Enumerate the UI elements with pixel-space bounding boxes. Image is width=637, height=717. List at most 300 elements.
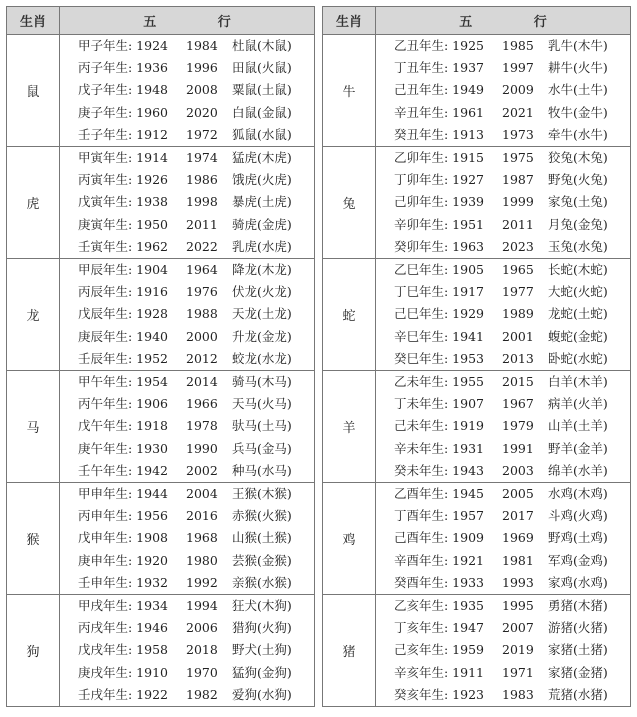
- second-year: 1995: [502, 598, 534, 614]
- element-line: [394, 57, 626, 79]
- zodiac-block-row: [323, 371, 631, 483]
- element-name: 卧蛇(水蛇): [548, 350, 608, 366]
- element-line: [78, 371, 310, 393]
- element-name: 田鼠(火鼠): [232, 60, 292, 76]
- element-lines: [376, 595, 630, 706]
- second-year: 1968: [186, 530, 218, 546]
- ganzhi-year: 庚午年生: 1930: [78, 440, 168, 456]
- element-name: 种马(水马): [232, 462, 292, 478]
- element-line: [394, 415, 626, 437]
- ganzhi-year: 壬申年生: 1932: [78, 574, 168, 590]
- zodiac-block-row: [7, 371, 315, 483]
- element-name: 野羊(金羊): [548, 440, 608, 456]
- element-line: [78, 572, 310, 594]
- element-list-cell: [60, 595, 315, 707]
- element-line: [394, 236, 626, 258]
- ganzhi-year: 乙亥年生: 1935: [394, 598, 484, 614]
- element-name: 赤猴(火猴): [232, 508, 292, 524]
- element-lines: [376, 259, 630, 370]
- element-list-cell: [376, 35, 631, 147]
- element-name: 伏龙(火龙): [232, 284, 292, 300]
- second-year: 2012: [186, 350, 218, 366]
- element-name: 暴虎(土虎): [232, 194, 292, 210]
- ganzhi-year: 丙午年生: 1906: [78, 396, 168, 412]
- element-list-cell: [60, 259, 315, 371]
- zodiac-block-row: [7, 483, 315, 595]
- element-lines: [376, 147, 630, 258]
- element-name: 驮马(土马): [232, 418, 292, 434]
- zodiac-cell: 兔: [323, 147, 376, 259]
- element-name: 玉兔(水兔): [548, 238, 608, 254]
- left-table: [6, 6, 315, 707]
- second-year: 2022: [186, 238, 218, 254]
- second-year: 1993: [502, 574, 534, 590]
- element-lines: [376, 35, 630, 146]
- ganzhi-year: 癸卯年生: 1963: [394, 238, 484, 254]
- column-gap: [315, 6, 322, 707]
- right-table-body: [323, 35, 631, 707]
- zodiac-cell: 蛇: [323, 259, 376, 371]
- element-name: 斗鸡(火鸡): [548, 508, 608, 524]
- element-name: 山羊(土羊): [548, 418, 608, 434]
- zodiac-cell: 猪: [323, 595, 376, 707]
- second-year: 1969: [502, 530, 534, 546]
- element-name: 野犬(土狗): [232, 642, 292, 658]
- ganzhi-year: 戊辰年生: 1928: [78, 306, 168, 322]
- element-list-cell: [376, 147, 631, 259]
- second-year: 1984: [186, 38, 218, 54]
- element-name: 骑虎(金虎): [232, 216, 292, 232]
- ganzhi-year: 甲寅年生: 1914: [78, 150, 168, 166]
- element-name: 猛狗(金狗): [232, 664, 292, 680]
- element-name: 牵牛(水牛): [548, 126, 608, 142]
- ganzhi-year: 己酉年生: 1909: [394, 530, 484, 546]
- element-name: 白鼠(金鼠): [232, 104, 292, 120]
- element-name: 绵羊(水羊): [548, 462, 608, 478]
- ganzhi-year: 壬子年生: 1912: [78, 126, 168, 142]
- element-name: 天龙(土龙): [232, 306, 292, 322]
- zodiac-block-row: [7, 35, 315, 147]
- element-name: 月兔(金兔): [548, 216, 608, 232]
- element-line: [78, 281, 310, 303]
- zodiac-cell: 羊: [323, 371, 376, 483]
- element-line: [78, 505, 310, 527]
- element-line: [394, 124, 626, 146]
- zodiac-block-row: [323, 259, 631, 371]
- ganzhi-year: 乙巳年生: 1905: [394, 262, 484, 278]
- element-line: [78, 147, 310, 169]
- ganzhi-year: 丙子年生: 1936: [78, 60, 168, 76]
- second-year: 1970: [186, 664, 218, 680]
- ganzhi-year: 辛卯年生: 1951: [394, 216, 484, 232]
- ganzhi-year: 辛酉年生: 1921: [394, 552, 484, 568]
- second-year: 1997: [502, 60, 534, 76]
- second-year: 2006: [186, 620, 218, 636]
- ganzhi-year: 己丑年生: 1949: [394, 82, 484, 98]
- ganzhi-year: 庚辰年生: 1940: [78, 328, 168, 344]
- ganzhi-year: 癸未年生: 1943: [394, 462, 484, 478]
- ganzhi-year: 壬辰年生: 1952: [78, 350, 168, 366]
- element-list-cell: [376, 595, 631, 707]
- element-list-cell: [60, 147, 315, 259]
- header-xing: 行: [533, 15, 547, 30]
- element-name: 爱狗(水狗): [232, 686, 292, 702]
- second-year: 2009: [502, 82, 534, 98]
- element-line: [394, 572, 626, 594]
- ganzhi-year: 辛未年生: 1931: [394, 440, 484, 456]
- ganzhi-year: 乙丑年生: 1925: [394, 38, 484, 54]
- element-name: 家猪(土猪): [548, 642, 608, 658]
- element-line: [394, 617, 626, 639]
- ganzhi-year: 癸酉年生: 1933: [394, 574, 484, 590]
- second-year: 2015: [502, 374, 534, 390]
- second-year: 2004: [186, 486, 218, 502]
- ganzhi-year: 己卯年生: 1939: [394, 194, 484, 210]
- element-name: 勇猪(木猪): [548, 598, 608, 614]
- element-line: [78, 236, 310, 258]
- ganzhi-year: 甲戌年生: 1934: [78, 598, 168, 614]
- element-list-cell: [376, 483, 631, 595]
- zodiac-block-row: [7, 147, 315, 259]
- second-year: 1996: [186, 60, 218, 76]
- element-lines: [376, 483, 630, 594]
- ganzhi-year: 甲申年生: 1944: [78, 486, 168, 502]
- element-line: [394, 35, 626, 57]
- element-line: [394, 460, 626, 482]
- element-name: 野鸡(土鸡): [548, 530, 608, 546]
- element-name: 王猴(木猴): [232, 486, 292, 502]
- zodiac-block-row: [7, 259, 315, 371]
- second-year: 1965: [502, 262, 534, 278]
- element-name: 野兔(火兔): [548, 172, 608, 188]
- element-name: 乳虎(水虎): [232, 238, 292, 254]
- header-zodiac: 生肖: [323, 7, 376, 35]
- element-name: 游猪(火猪): [548, 620, 608, 636]
- element-name: 荒猪(水猪): [548, 686, 608, 702]
- element-lines: [60, 595, 314, 706]
- element-line: [78, 303, 310, 325]
- ganzhi-year: 丙申年生: 1956: [78, 508, 168, 524]
- ganzhi-year: 甲子年生: 1924: [78, 38, 168, 54]
- element-line: [78, 527, 310, 549]
- element-line: [78, 169, 310, 191]
- second-year: 2005: [502, 486, 534, 502]
- element-line: [394, 259, 626, 281]
- element-line: [394, 147, 626, 169]
- ganzhi-year: 辛巳年生: 1941: [394, 328, 484, 344]
- element-name: 猎狗(火狗): [232, 620, 292, 636]
- element-name: 升龙(金龙): [232, 328, 292, 344]
- ganzhi-year: 丙辰年生: 1916: [78, 284, 168, 300]
- element-line: [78, 617, 310, 639]
- second-year: 2019: [502, 642, 534, 658]
- second-year: 1972: [186, 126, 218, 142]
- second-year: 1985: [502, 38, 534, 54]
- element-list-cell: [376, 371, 631, 483]
- element-list-cell: [60, 371, 315, 483]
- header-wu: 五: [143, 15, 157, 30]
- second-year: 2011: [186, 216, 218, 232]
- zodiac-cell: 鼠: [7, 35, 60, 147]
- zodiac-cell: 牛: [323, 35, 376, 147]
- element-name: 病羊(火羊): [548, 396, 608, 412]
- second-year: 1989: [502, 306, 534, 322]
- second-year: 1987: [502, 172, 534, 188]
- element-line: [78, 326, 310, 348]
- element-line: [78, 438, 310, 460]
- element-name: 长蛇(木蛇): [548, 262, 608, 278]
- ganzhi-year: 己未年生: 1919: [394, 418, 484, 434]
- element-line: [78, 595, 310, 617]
- element-line: [78, 191, 310, 213]
- element-line: [394, 214, 626, 236]
- ganzhi-year: 己巳年生: 1929: [394, 306, 484, 322]
- element-line: [78, 393, 310, 415]
- ganzhi-year: 丙寅年生: 1926: [78, 172, 168, 188]
- second-year: 2011: [502, 216, 534, 232]
- header-row: [7, 7, 315, 35]
- zodiac-block-row: [323, 595, 631, 707]
- element-lines: [60, 147, 314, 258]
- element-name: 猛虎(木虎): [232, 150, 292, 166]
- element-line: [78, 35, 310, 57]
- element-line: [394, 684, 626, 706]
- ganzhi-year: 戊戌年生: 1958: [78, 642, 168, 658]
- ganzhi-year: 戊午年生: 1918: [78, 418, 168, 434]
- element-line: [394, 639, 626, 661]
- second-year: 1990: [186, 440, 218, 456]
- element-name: 兵马(金马): [232, 440, 292, 456]
- element-line: [394, 371, 626, 393]
- element-lines: [376, 371, 630, 482]
- element-list-cell: [60, 483, 315, 595]
- zodiac-cell: 猴: [7, 483, 60, 595]
- second-year: 2016: [186, 508, 218, 524]
- header-zodiac: 生肖: [7, 7, 60, 35]
- element-name: 狐鼠(水鼠): [232, 126, 292, 142]
- zodiac-block-row: [323, 35, 631, 147]
- second-year: 1986: [186, 172, 218, 188]
- element-name: 白羊(木羊): [548, 374, 608, 390]
- second-year: 1979: [502, 418, 534, 434]
- ganzhi-year: 戊寅年生: 1938: [78, 194, 168, 210]
- element-lines: [60, 35, 314, 146]
- element-line: [78, 102, 310, 124]
- left-table-body: [7, 35, 315, 707]
- second-year: 2002: [186, 462, 218, 478]
- element-line: [394, 527, 626, 549]
- element-name: 乳牛(木牛): [548, 38, 608, 54]
- ganzhi-year: 甲午年生: 1954: [78, 374, 168, 390]
- element-line: [394, 191, 626, 213]
- element-list-cell: [60, 35, 315, 147]
- element-name: 家鸡(水鸡): [548, 574, 608, 590]
- zodiac-cell: 狗: [7, 595, 60, 707]
- element-name: 饿虎(火虎): [232, 172, 292, 188]
- ganzhi-year: 辛丑年生: 1961: [394, 104, 484, 120]
- element-line: [78, 57, 310, 79]
- element-line: [394, 393, 626, 415]
- zodiac-cell: 鸡: [323, 483, 376, 595]
- element-line: [394, 281, 626, 303]
- element-line: [394, 169, 626, 191]
- zodiac-cell: 马: [7, 371, 60, 483]
- ganzhi-year: 庚戌年生: 1910: [78, 664, 168, 680]
- element-line: [394, 438, 626, 460]
- second-year: 2018: [186, 642, 218, 658]
- second-year: 1978: [186, 418, 218, 434]
- element-line: [78, 483, 310, 505]
- element-name: 粟鼠(土鼠): [232, 82, 292, 98]
- second-year: 1971: [502, 664, 534, 680]
- element-line: [78, 259, 310, 281]
- second-year: 1983: [502, 686, 534, 702]
- ganzhi-year: 戊子年生: 1948: [78, 82, 168, 98]
- ganzhi-year: 乙酉年生: 1945: [394, 486, 484, 502]
- element-line: [394, 79, 626, 101]
- ganzhi-year: 癸丑年生: 1913: [394, 126, 484, 142]
- zodiac-block-row: [7, 595, 315, 707]
- second-year: 2008: [186, 82, 218, 98]
- ganzhi-year: 丁亥年生: 1947: [394, 620, 484, 636]
- second-year: 2021: [502, 104, 534, 120]
- second-year: 2003: [502, 462, 534, 478]
- second-year: 2017: [502, 508, 534, 524]
- ganzhi-year: 丁未年生: 1907: [394, 396, 484, 412]
- zodiac-block-row: [323, 147, 631, 259]
- element-line: [78, 639, 310, 661]
- element-line: [394, 505, 626, 527]
- ganzhi-year: 丙戌年生: 1946: [78, 620, 168, 636]
- element-line: [78, 79, 310, 101]
- ganzhi-year: 甲辰年生: 1904: [78, 262, 168, 278]
- element-list-cell: [376, 259, 631, 371]
- element-name: 天马(火马): [232, 396, 292, 412]
- element-line: [78, 460, 310, 482]
- zodiac-cell: 虎: [7, 147, 60, 259]
- ganzhi-year: 庚申年生: 1920: [78, 552, 168, 568]
- element-name: 牧牛(金牛): [548, 104, 608, 120]
- element-line: [78, 662, 310, 684]
- second-year: 1976: [186, 284, 218, 300]
- second-year: 1998: [186, 194, 218, 210]
- ganzhi-year: 戊申年生: 1908: [78, 530, 168, 546]
- element-name: 狂犬(木狗): [232, 598, 292, 614]
- element-line: [394, 550, 626, 572]
- header-wu: 五: [459, 15, 473, 30]
- second-year: 2000: [186, 328, 218, 344]
- header-five-elements: [60, 7, 315, 35]
- ganzhi-year: 壬戌年生: 1922: [78, 686, 168, 702]
- second-year: 1999: [502, 194, 534, 210]
- element-line: [78, 684, 310, 706]
- element-line: [78, 550, 310, 572]
- element-name: 杜鼠(木鼠): [232, 38, 292, 54]
- element-line: [394, 348, 626, 370]
- second-year: 1975: [502, 150, 534, 166]
- element-name: 蝮蛇(金蛇): [548, 328, 608, 344]
- header-xing: 行: [217, 15, 231, 30]
- second-year: 2001: [502, 328, 534, 344]
- element-line: [394, 662, 626, 684]
- ganzhi-year: 乙未年生: 1955: [394, 374, 484, 390]
- element-name: 水牛(土牛): [548, 82, 608, 98]
- element-lines: [60, 371, 314, 482]
- second-year: 1991: [502, 440, 534, 456]
- zodiac-cell: 龙: [7, 259, 60, 371]
- ganzhi-year: 癸亥年生: 1923: [394, 686, 484, 702]
- second-year: 1992: [186, 574, 218, 590]
- element-name: 军鸡(金鸡): [548, 552, 608, 568]
- second-year: 1967: [502, 396, 534, 412]
- ganzhi-year: 丁丑年生: 1937: [394, 60, 484, 76]
- element-name: 家兔(土兔): [548, 194, 608, 210]
- element-line: [78, 124, 310, 146]
- ganzhi-year: 壬寅年生: 1962: [78, 238, 168, 254]
- element-line: [394, 102, 626, 124]
- second-year: 1977: [502, 284, 534, 300]
- header-five-elements: [376, 7, 631, 35]
- zodiac-five-elements-table: [6, 6, 631, 707]
- ganzhi-year: 丁酉年生: 1957: [394, 508, 484, 524]
- second-year: 2014: [186, 374, 218, 390]
- element-name: 亲猴(水猴): [232, 574, 292, 590]
- element-name: 降龙(木龙): [232, 262, 292, 278]
- element-name: 芸猴(金猴): [232, 552, 292, 568]
- ganzhi-year: 壬午年生: 1942: [78, 462, 168, 478]
- element-name: 骑马(木马): [232, 374, 292, 390]
- ganzhi-year: 乙卯年生: 1915: [394, 150, 484, 166]
- second-year: 1994: [186, 598, 218, 614]
- ganzhi-year: 丁卯年生: 1927: [394, 172, 484, 188]
- second-year: 1964: [186, 262, 218, 278]
- second-year: 2013: [502, 350, 534, 366]
- element-line: [394, 326, 626, 348]
- element-line: [78, 348, 310, 370]
- element-line: [394, 595, 626, 617]
- second-year: 1988: [186, 306, 218, 322]
- second-year: 1973: [502, 126, 534, 142]
- ganzhi-year: 辛亥年生: 1911: [394, 664, 484, 680]
- element-name: 龙蛇(土蛇): [548, 306, 608, 322]
- header-row: [323, 7, 631, 35]
- element-name: 狡兔(木兔): [548, 150, 608, 166]
- element-name: 蛟龙(水龙): [232, 350, 292, 366]
- second-year: 1981: [502, 552, 534, 568]
- element-lines: [60, 483, 314, 594]
- ganzhi-year: 庚寅年生: 1950: [78, 216, 168, 232]
- zodiac-block-row: [323, 483, 631, 595]
- second-year: 1982: [186, 686, 218, 702]
- element-line: [394, 483, 626, 505]
- element-lines: [60, 259, 314, 370]
- second-year: 2023: [502, 238, 534, 254]
- second-year: 1966: [186, 396, 218, 412]
- element-line: [78, 415, 310, 437]
- table-halves: [6, 6, 631, 707]
- element-name: 家猪(金猪): [548, 664, 608, 680]
- ganzhi-year: 丁巳年生: 1917: [394, 284, 484, 300]
- element-line: [394, 303, 626, 325]
- element-name: 大蛇(火蛇): [548, 284, 608, 300]
- second-year: 2020: [186, 104, 218, 120]
- ganzhi-year: 己亥年生: 1959: [394, 642, 484, 658]
- second-year: 2007: [502, 620, 534, 636]
- second-year: 1974: [186, 150, 218, 166]
- element-name: 水鸡(木鸡): [548, 486, 608, 502]
- right-table: [322, 6, 631, 707]
- ganzhi-year: 癸巳年生: 1953: [394, 350, 484, 366]
